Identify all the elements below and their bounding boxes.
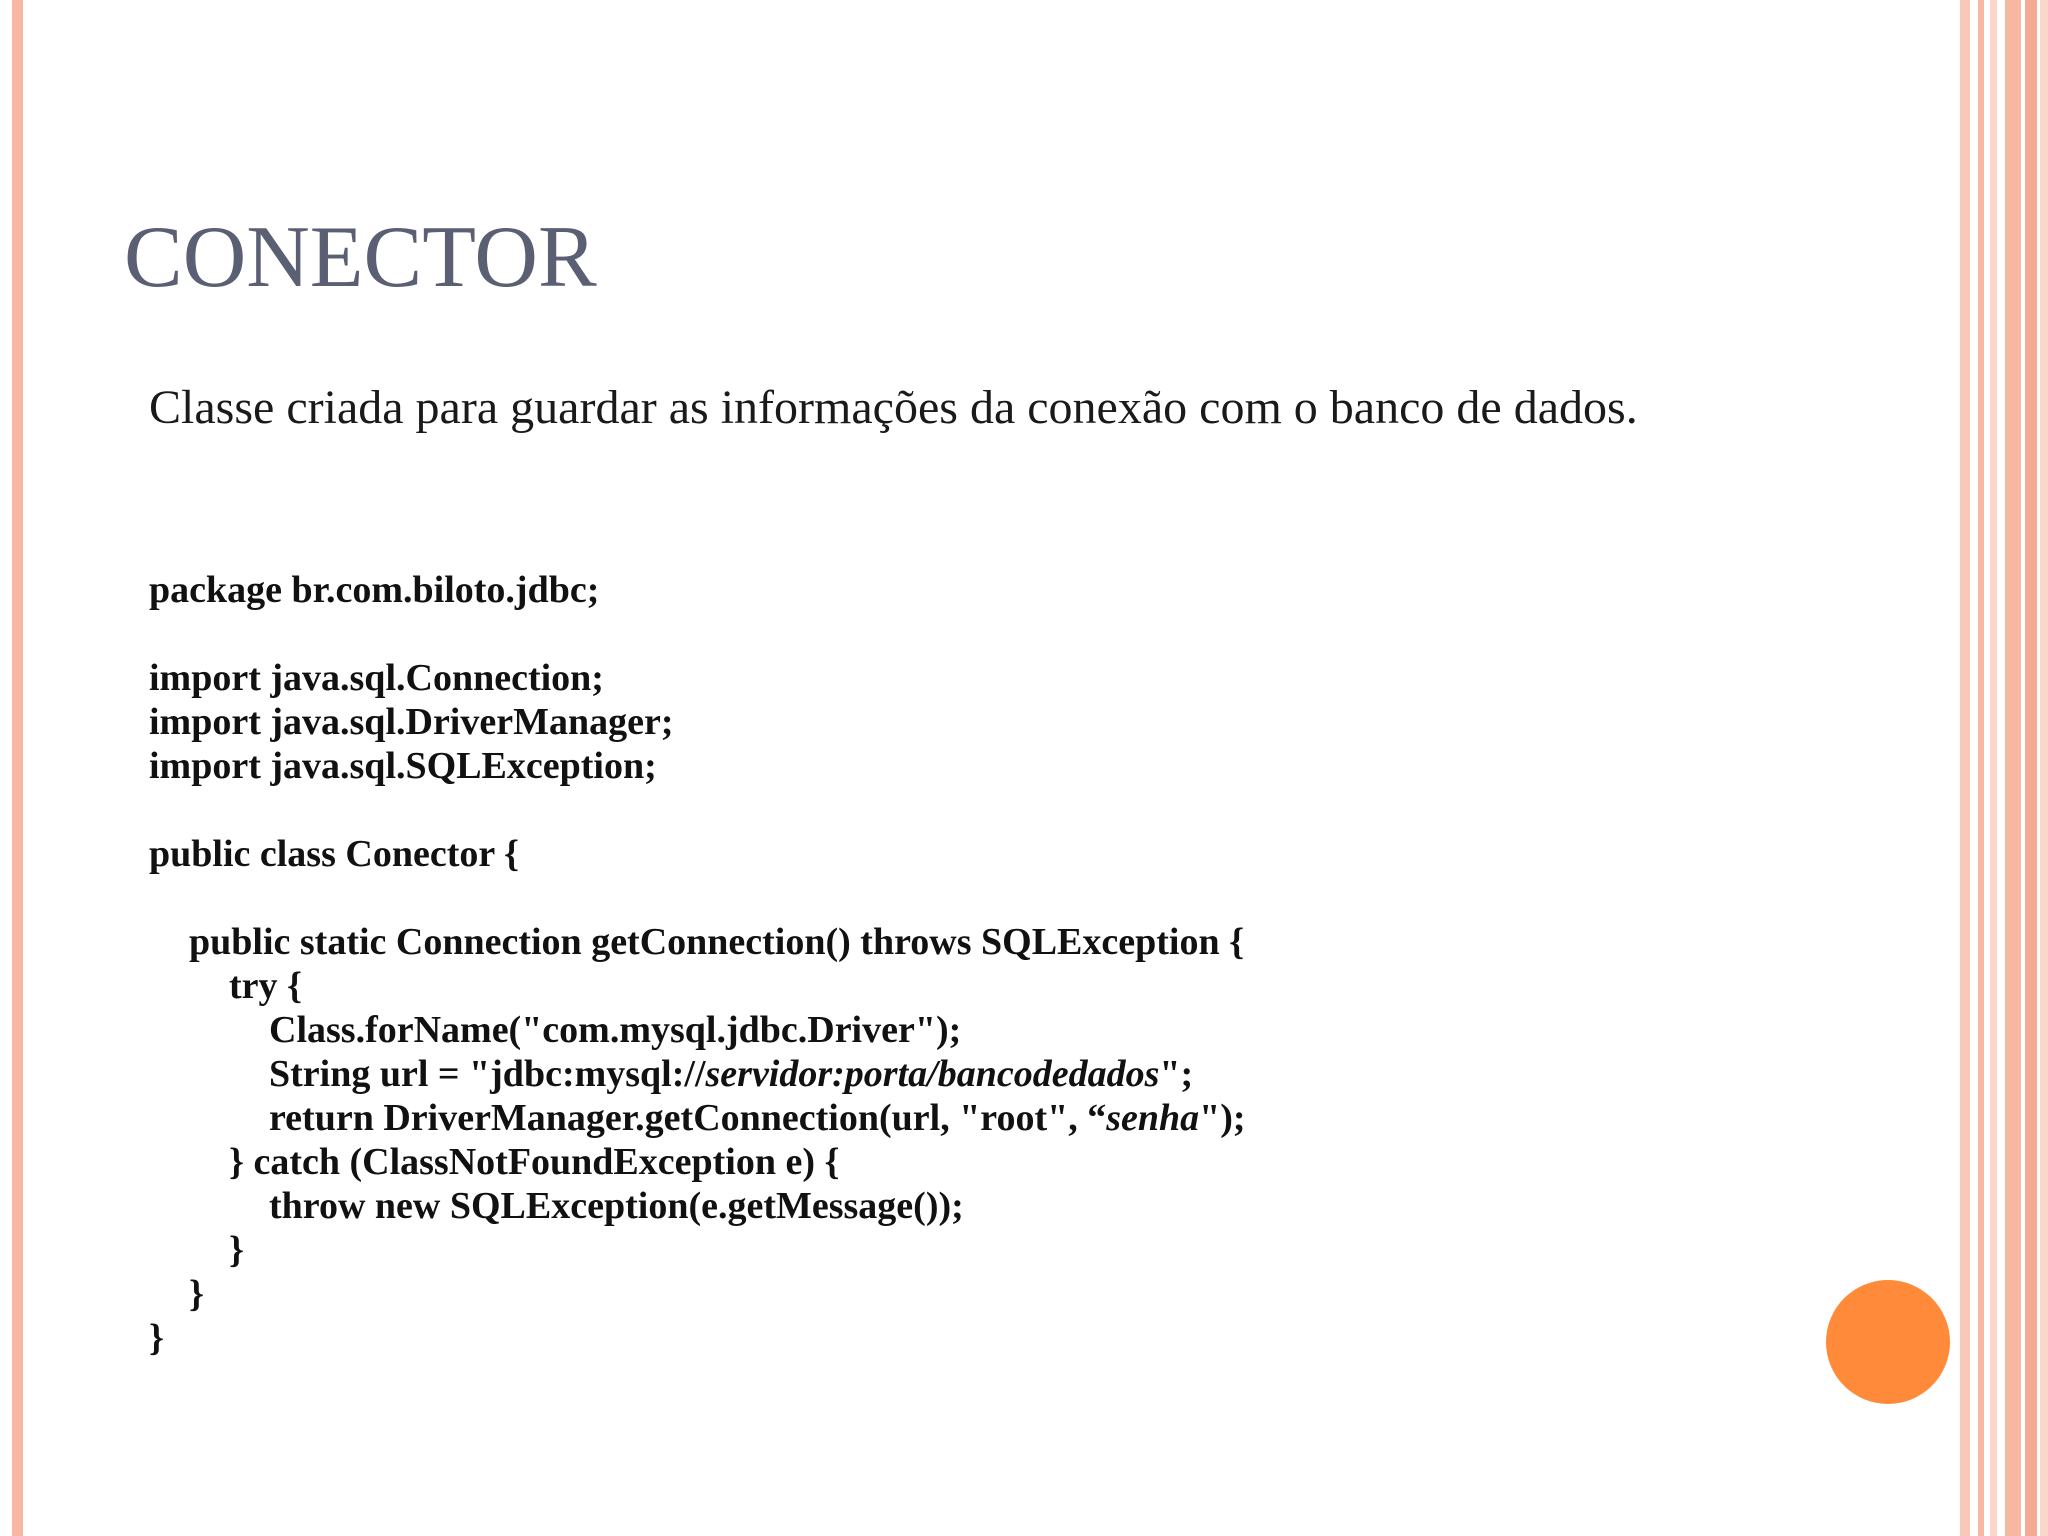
code-url-suffix: "; bbox=[1159, 1053, 1194, 1095]
code-password-placeholder: senha bbox=[1106, 1097, 1200, 1139]
code-blank-line bbox=[149, 876, 1246, 920]
right-stripe-2 bbox=[1978, 0, 1984, 1536]
left-accent-bar bbox=[12, 0, 23, 1536]
code-return-line bbox=[149, 1096, 1246, 1140]
code-blank-line bbox=[149, 612, 1246, 656]
code-close-brace-method: } bbox=[189, 1273, 204, 1315]
code-try-open: try { bbox=[229, 965, 302, 1007]
right-stripe-1 bbox=[1960, 0, 1970, 1536]
code-package-line: package br.com.biloto.jdbc; bbox=[149, 569, 600, 611]
code-url-line bbox=[149, 1052, 1246, 1096]
code-catch-line: } catch (ClassNotFoundException e) { bbox=[229, 1141, 840, 1183]
code-class-forname: Class.forName("com.mysql.jdbc.Driver"); bbox=[269, 1009, 962, 1051]
code-close-brace-class: } bbox=[149, 1317, 164, 1359]
code-method-declaration: public static Connection getConnection() throws SQLException { bbox=[189, 921, 1245, 963]
right-stripe-6 bbox=[2040, 0, 2048, 1536]
orange-circle-decoration bbox=[1826, 1280, 1950, 1404]
code-import-line: import java.sql.Connection; bbox=[149, 657, 604, 699]
code-throw-line: throw new SQLException(e.getMessage()); bbox=[269, 1185, 964, 1227]
right-stripe-5 bbox=[2025, 0, 2037, 1536]
code-url-prefix: String url = "jdbc:mysql:// bbox=[269, 1053, 706, 1095]
slide-subtitle: Classe criada para guardar as informações da conexão com o banco de dados. bbox=[149, 381, 1638, 434]
code-block bbox=[149, 568, 1246, 1360]
slide-title: CONECTOR bbox=[124, 209, 597, 306]
code-class-declaration: public class Conector { bbox=[149, 833, 519, 875]
code-return-prefix: return DriverManager.getConnection(url, "root", “ bbox=[269, 1097, 1107, 1139]
code-import-line: import java.sql.SQLException; bbox=[149, 745, 657, 787]
code-return-suffix: "); bbox=[1199, 1097, 1246, 1139]
code-blank-line bbox=[149, 788, 1246, 832]
code-url-placeholder: servidor:porta/bancodedados bbox=[705, 1053, 1160, 1095]
code-close-brace-catch: } bbox=[229, 1229, 244, 1271]
right-stripe-4 bbox=[2005, 0, 2021, 1536]
code-import-line: import java.sql.DriverManager; bbox=[149, 701, 674, 743]
right-stripe-3 bbox=[1990, 0, 1997, 1536]
